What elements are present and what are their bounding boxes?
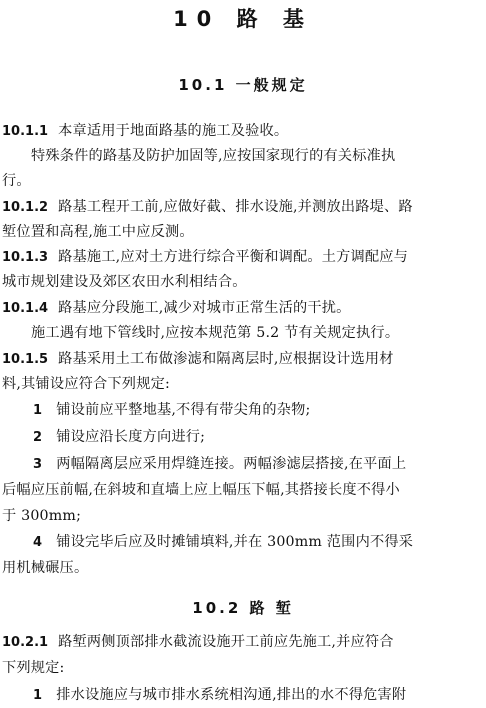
clause-text: 路基工程开工前,应做好截、排水设施,并测放出路堤、路 bbox=[58, 199, 413, 215]
clause-continuation: 下列规定: bbox=[2, 660, 65, 676]
clause-10-1-5 bbox=[2, 348, 486, 371]
clause-continuation: 城市规划建设及郊区农田水利相结合。 bbox=[2, 274, 247, 290]
clause-number: 10.2.1 bbox=[2, 635, 49, 650]
item-text: 铺设完毕后应及时摊铺填料,并在 300mm 范围内不得采 bbox=[56, 534, 414, 550]
item-text: 排水设施应与城市排水系统相沟通,排出的水不得危害附 bbox=[56, 687, 407, 703]
clause-continuation: 施工遇有地下管线时,应按本规范第 5.2 节有关规定执行。 bbox=[31, 325, 400, 341]
clause-text: 路基采用土工布做渗滤和隔离层时,应根据设计选用材 bbox=[58, 351, 394, 367]
clause-10-1-4 bbox=[2, 297, 486, 320]
clause-continuation: 堑位置和高程,施工中应反测。 bbox=[2, 224, 194, 240]
clause-text: 路基施工,应对土方进行综合平衡和调配。土方调配应与 bbox=[58, 249, 409, 265]
list-item-3 bbox=[33, 453, 486, 476]
list-item-1 bbox=[33, 399, 486, 422]
item-text: 铺设应沿长度方向进行; bbox=[56, 429, 206, 445]
list-item-2 bbox=[33, 426, 486, 449]
item-text: 两幅隔离层应采用焊缝连接。两幅渗滤层搭接,在平面上 bbox=[56, 456, 407, 472]
item-number: 3 bbox=[33, 457, 43, 472]
item-number: 4 bbox=[33, 535, 43, 550]
clause-continuation: 后幅应压前幅,在斜坡和直墙上应上幅压下幅,其搭接长度不得小 bbox=[2, 482, 400, 498]
list-item-1 bbox=[33, 684, 486, 707]
item-number: 1 bbox=[33, 688, 43, 703]
chapter-title: 10 路 基 bbox=[173, 7, 313, 31]
clause-10-1-1 bbox=[2, 120, 486, 143]
clause-continuation: 料,其铺设应符合下列规定: bbox=[2, 376, 170, 392]
section-title-10-2: 10.2 路 堑 bbox=[192, 599, 294, 617]
clause-continuation: 于 300mm; bbox=[2, 508, 82, 524]
clause-text: 路堑两侧顶部排水截流设施开工前应先施工,并应符合 bbox=[58, 634, 394, 650]
clause-number: 10.1.4 bbox=[2, 301, 49, 316]
clause-text: 路基应分段施工,减少对城市正常生活的干扰。 bbox=[58, 300, 351, 316]
clause-continuation: 用机械碾压。 bbox=[2, 560, 89, 576]
clause-number: 10.1.2 bbox=[2, 200, 49, 215]
clause-10-2-1 bbox=[2, 631, 486, 654]
clause-10-1-3 bbox=[2, 246, 486, 269]
clause-continuation: 特殊条件的路基及防护加固等,应按国家现行的有关标准执 bbox=[31, 148, 396, 164]
clause-number: 10.1.1 bbox=[2, 124, 49, 139]
clause-number: 10.1.3 bbox=[2, 250, 49, 265]
item-number: 2 bbox=[33, 430, 43, 445]
item-text: 铺设前应平整地基,不得有带尖角的杂物; bbox=[56, 402, 311, 418]
clause-text: 本章适用于地面路基的施工及验收。 bbox=[58, 123, 289, 139]
clause-number: 10.1.5 bbox=[2, 352, 49, 367]
section-title-10-1: 10.1 一般规定 bbox=[178, 76, 308, 94]
list-item-4 bbox=[33, 531, 486, 554]
item-number: 1 bbox=[33, 403, 43, 418]
clause-continuation: 行。 bbox=[2, 173, 31, 189]
clause-10-1-2 bbox=[2, 196, 486, 219]
